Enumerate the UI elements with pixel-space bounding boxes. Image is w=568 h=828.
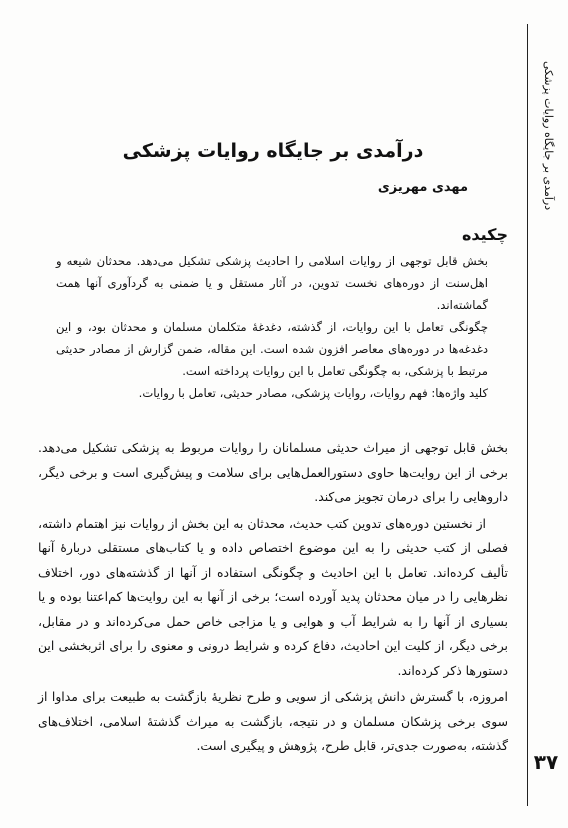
body-text bbox=[38, 436, 508, 759]
abstract-paragraph: چگونگی تعامل با این روایات، از گذشته، دغدغهٔ متکلمان مسلمان و محدثان بود، و این دغدغه‌ها در دوره‌های معاصر افزون شده است. این مقاله، ضمن گزارش از مصادر حدیثی مرتبط با پزشکی، به چگونگی تعامل با این روایات پرداخته است. bbox=[56, 320, 488, 378]
article-content bbox=[38, 140, 508, 761]
abstract bbox=[56, 250, 488, 404]
body-paragraph: بخش قابل توجهی از میراث حدیثی مسلمانان را روایات مربوط به پزشکی تشکیل می‌دهد. برخی از این روایت‌ها حاوی دستورالعمل‌هایی برای سلامت و پیش‌گیری است و برخی دیگر، داروهایی را برای درمان تجویز می‌کند. bbox=[38, 440, 508, 504]
keywords: کلید واژه‌ها: فهم روایات، روایات پزشکی، مصادر حدیثی، تعامل با روایات. bbox=[138, 386, 488, 400]
article-title: درآمدی بر جایگاه روایات پزشکی bbox=[122, 140, 424, 162]
body-paragraph: امروزه، با گسترش دانش پزشکی از سویی و طرح نظریهٔ بازگشت به طبیعت برای مداوا از سوی برخی پزشکان مسلمان و در نتیجه، بازگشت به میراث گذشتهٔ اسلامی، اختلاف‌های گذشته، به‌صورت جدی‌تر، قابل طرح، پژوهش و پیگیری است. bbox=[38, 689, 508, 753]
body-paragraph: از نخستین دوره‌های تدوین کتب حدیث، محدثان به این بخش از روایات نیز اهتمام داشته، فصلی از کتب حدیثی را به این موضوع اختصاص داده و یا کتاب‌های مستقلی دربارهٔ آنها تألیف کرده‌اند. تعامل با این احادیث و چگونگی استفاده از آنها از گذشته‌های دور، اختلاف نظرهایی را در میان محدثان پدید آورده است؛ برخی از آنها به این روایت‌ها کم‌اعتنا بوده و یا بسیاری از آنها را به شرایط آب و هوایی و یا مزاجی خاص حمل می‌کرده‌اند و در مقابل، برخی دیگر، از کلیت این احادیث، دفاع کرده و شرایط درونی و معنوی را برای اثربخشی این دستورها ذکر کرده‌اند. bbox=[38, 515, 508, 678]
author-name: مهدی مهریزی bbox=[377, 180, 468, 195]
abstract-heading: چکیده bbox=[461, 225, 508, 244]
margin-rule bbox=[527, 24, 528, 806]
abstract-paragraph: بخش قابل توجهی از روایات اسلامی را احادیث پزشکی تشکیل می‌دهد. محدثان شیعه و اهل‌سنت از دوره‌های نخست تدوین، در آثار مستقل و یا ضمنی به گردآوری آنها همت گماشته‌اند. bbox=[56, 254, 488, 312]
running-header: درآمدی بر جایگاه روایات پزشکی bbox=[542, 60, 555, 210]
page-number: ۳۷ bbox=[533, 750, 559, 774]
